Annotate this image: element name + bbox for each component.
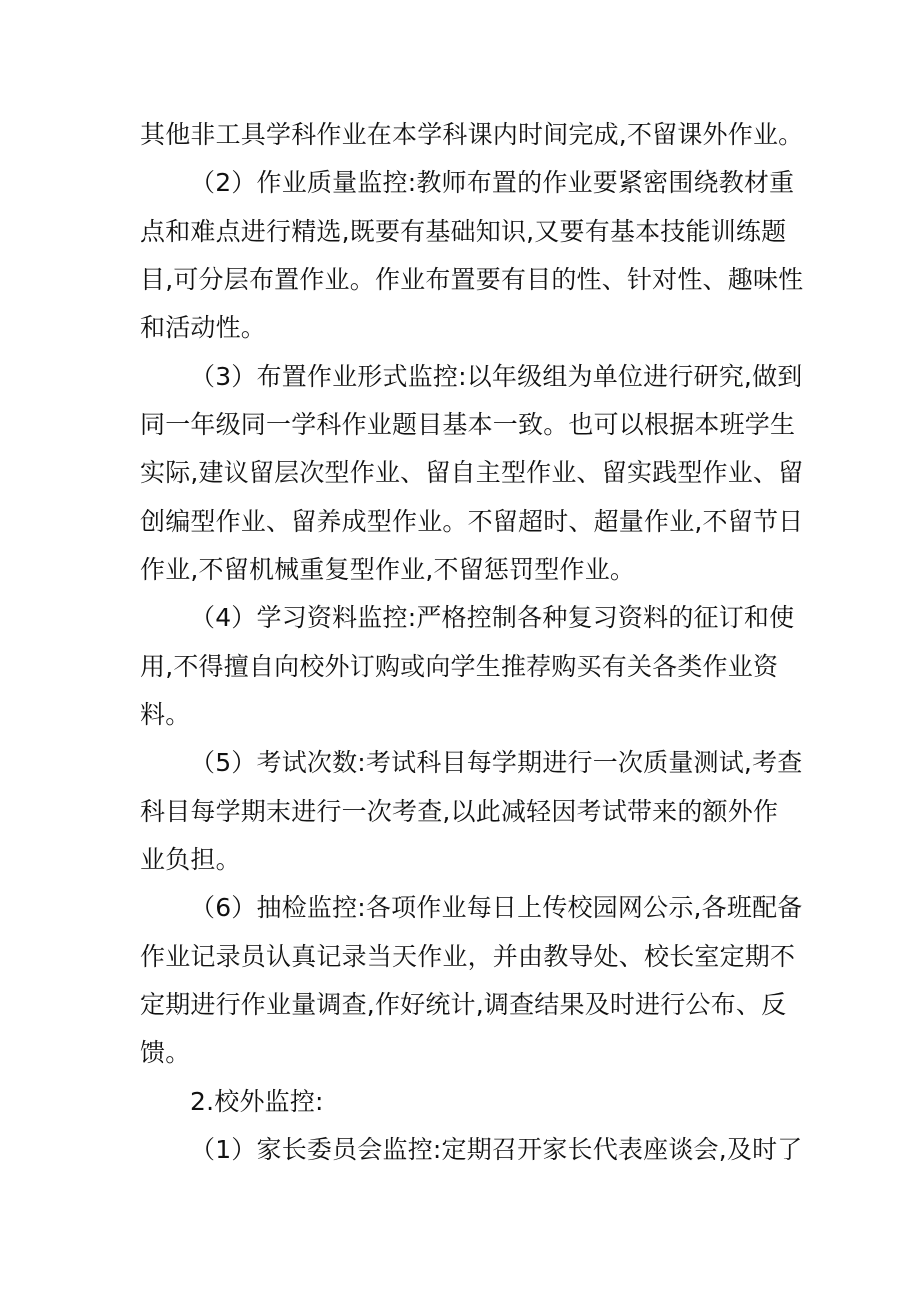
text-line: 科目每学期末进行一次考查,以此减轻因考试带来的额外作: [140, 797, 779, 826]
text-line: （4）学习资料监控:严格控制各种复习资料的征订和使: [190, 603, 795, 632]
text-line: 同一年级同一学科作业题目基本一致。也可以根据本班学生: [140, 410, 796, 439]
text-line: 创编型作业、留养成型作业。不留超时、超量作业,不留节日: [140, 507, 804, 536]
text-line: 料。: [140, 700, 191, 729]
text-line: 实际,建议留层次型作业、留自主型作业、留实践型作业、留: [140, 458, 804, 487]
text-line: 点和难点进行精选,既要有基础知识,又要有基本技能训练题: [140, 217, 787, 246]
text-line: 目,可分层布置作业。作业布置要有目的性、针对性、趣味性: [140, 265, 804, 294]
text-line: 其他非工具学科作业在本学科课内时间完成,不留课外作业。: [140, 120, 804, 149]
text-line: 作业,不留机械重复型作业,不留惩罚型作业。: [140, 555, 636, 584]
text-line: （2）作业质量监控:教师布置的作业要紧密围绕教材重: [190, 168, 795, 197]
text-line: 和活动性。: [140, 313, 267, 342]
text-line: 作业记录员认真记录当天作业，并由教导处、校长室定期不: [140, 942, 796, 971]
text-line: 2.校外监控:: [190, 1087, 324, 1116]
text-line: （3）布置作业形式监控:以年级组为单位进行研究,做到: [190, 362, 803, 391]
text-line: 用,不得擅自向校外订购或向学生推荐购买有关各类作业资: [140, 652, 779, 681]
text-line: 定期进行作业量调查,作好统计,调查结果及时进行公布、反: [140, 990, 787, 1019]
text-line: （5）考试次数:考试科目每学期进行一次质量测试,考查: [190, 748, 803, 777]
text-line: （6）抽检监控:各项作业每日上传校园网公示,各班配备: [190, 893, 803, 922]
text-line: （1）家长委员会监控:定期召开家长代表座谈会,及时了: [190, 1135, 803, 1164]
text-line: 业负担。: [140, 845, 241, 874]
text-line: 馈。: [140, 1038, 191, 1067]
